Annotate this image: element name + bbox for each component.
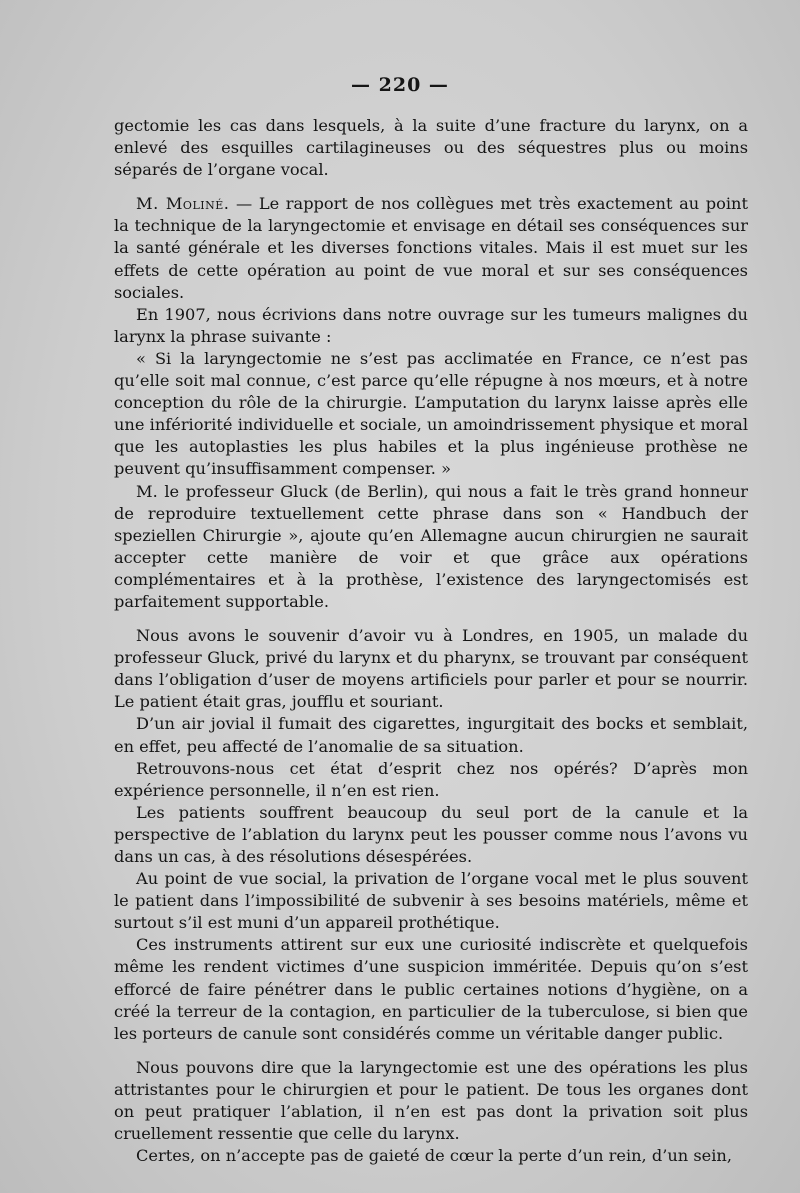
paragraph: Nous avons le souvenir d’avoir vu à Londres, en 1905, un malade du professeur Gluck, privé du larynx et du pharynx, se trouvant par conséquent dans l’obligation d’user de moyens artificiels pour parler et pour se nourrir. Le patient était gras, joufflu et souriant. <box>114 626 748 712</box>
paragraph: Retrouvons-nous cet état d’esprit chez nos opérés? D’après mon expérience personnelle, il n’en est rien. <box>114 758 748 800</box>
paragraph: M. le professeur Gluck (de Berlin), qui nous a fait le très grand honneur de reproduire textuellement cette phrase dans son « Handbuch der speziellen Chirurgie », ajoute qu’en Allemagne aucun chirurgien ne saurait accepter cette manière de voir et que grâce aux opérations complémentaires et à la prothèse, l’existence des laryngectomisés est parfaitement supportable. <box>114 481 748 611</box>
paragraph: Nous pouvons dire que la laryngectomie est une des opérations les plus attristantes pour le chirurgien et pour le patient. De tous les organes dont on peut pratiquer l’ablation, il n’en est pas dont la privation soit plus cruellement ressentie que celle du larynx. <box>114 1057 748 1144</box>
paragraph: Les patients souffrent beaucoup du seul port de la canule et la perspective de l’ablation du larynx peut les pousser comme nous l’avons vu dans un cas, à des résolutions désespérées. <box>114 802 748 866</box>
page-number: — 220 — <box>351 74 449 96</box>
body-text <box>114 115 748 1167</box>
paragraph: Certes, on n’accepte pas de gaieté de cœur la perte d’un rein, d’un sein, <box>136 1146 732 1166</box>
paragraph-quotation: « Si la laryngectomie ne s’est pas acclimatée en France, ce n’est pas qu’elle soit mal connue, c’est parce qu’elle répugne à nos mœurs, et à notre conception du rôle de la chirurgie. L’amputation du larynx laisse après elle une infériorité individuelle et sociale, un amoindrissement physique et moral que les autoplasties les plus habiles et la plus ingénieuse prothèse ne peuvent qu’insuffisamment compenser. » <box>114 348 748 479</box>
paragraph: Au point de vue social, la privation de l’organe vocal met le plus souvent le patient dans l’impossibilité de subvenir à ses besoins matériels, même et surtout s’il est muni d’un appareil prothétique. <box>114 869 748 933</box>
speaker-statement: — Le rapport de nos collègues met très exactement au point la technique de la laryngectomie et envisage en détail ses conséquences sur la santé générale et les diverses fonctions vitales. Mais il est muet sur les effets de cette opération au point de vue moral et sur ses conséquences sociales. <box>114 194 748 302</box>
paragraph-continuation: gectomie les cas dans lesquels, à la suite d’une fracture du larynx, on a enlevé des esquilles cartilagineuses ou des séquestres plus ou moins séparés de l’organe vocal. <box>114 116 748 180</box>
paragraph: D’un air jovial il fumait des cigarettes, ingurgitait des bocks et semblait, en effet, peu affecté de l’anomalie de sa situation. <box>114 714 748 756</box>
paragraph: Ces instruments attirent sur eux une curiosité indiscrète et quelquefois même les rendent victimes d’une suspicion imméritée. Depuis qu’on s’est efforcé de faire pénétrer dans le public certaines notions d’hygiène, on a créé la terreur de la contagion, en particulier de la tuberculose, si bien que les porteurs de canule sont considérés comme un véritable danger public. <box>114 935 748 1043</box>
paragraph: En 1907, nous écrivions dans notre ouvrage sur les tumeurs malignes du larynx la phrase suivante : <box>114 304 748 346</box>
speaker-name: M. Moliné. <box>136 194 230 214</box>
paragraph-speaker <box>114 193 748 303</box>
